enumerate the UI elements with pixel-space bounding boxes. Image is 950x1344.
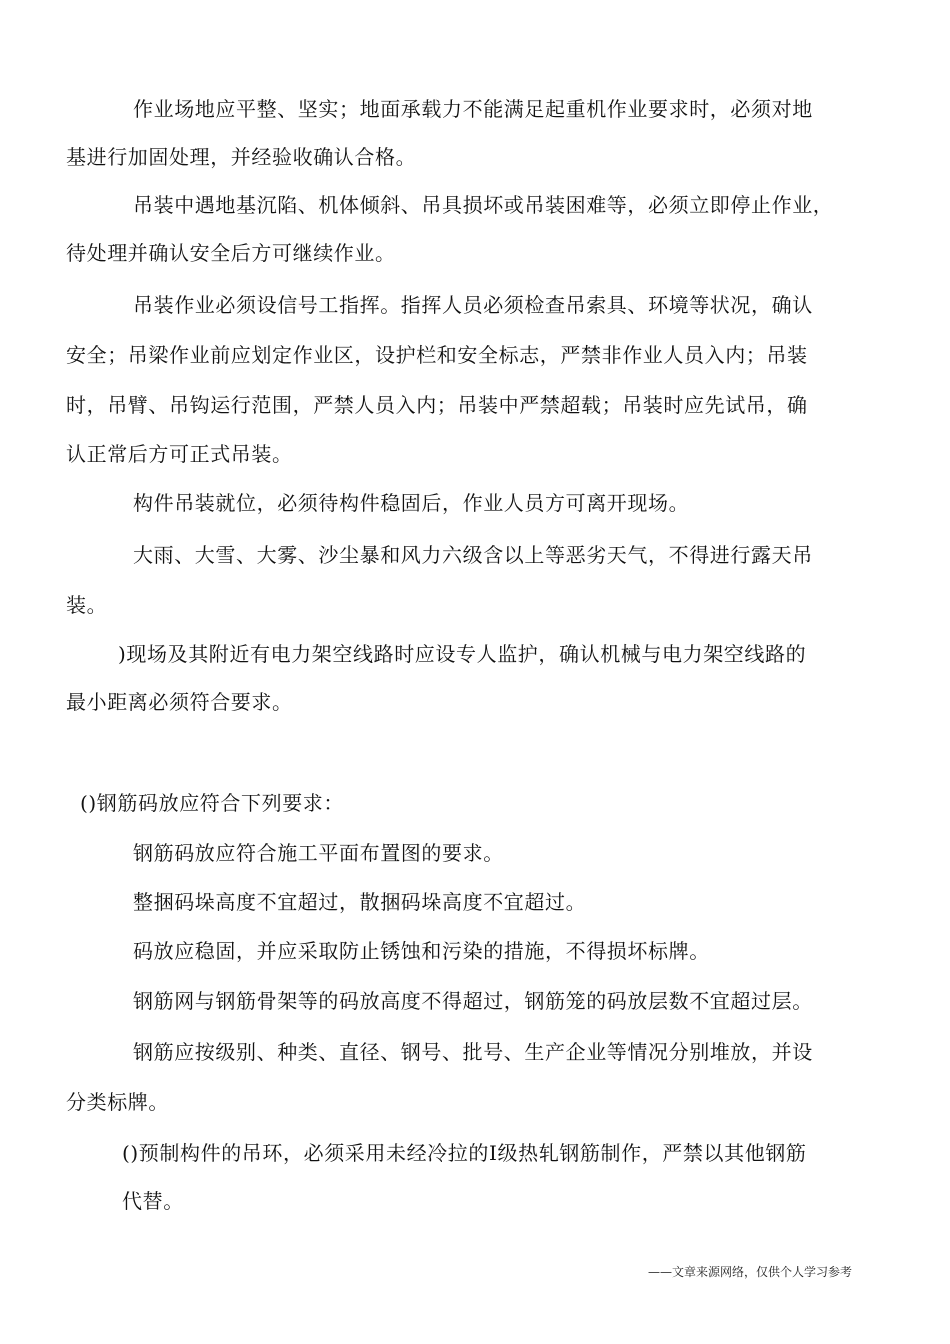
paragraph-line: 钢筋网与钢筋骨架等的码放高度不得超过，钢筋笼的码放层数不宜超过层。 xyxy=(133,989,813,1013)
paragraph-line: 基进行加固处理，并经验收确认合格。 xyxy=(66,145,417,169)
paragraph-line: 整捆码垛高度不宜超过，散捆码垛高度不宜超过。 xyxy=(133,890,587,914)
paragraph-line: 分类标牌。 xyxy=(66,1090,169,1114)
paragraph-line: 大雨、大雪、大雾、沙尘暴和风力六级含以上等恶劣天气，不得进行露天吊 xyxy=(133,543,813,567)
paragraph-line: 认正常后方可正式吊装。 xyxy=(66,442,293,466)
paragraph-line: 时，吊臂、吊钩运行范围，严禁人员入内；吊装中严禁超载；吊装时应先试吊，确 xyxy=(66,393,808,417)
paragraph-line: 钢筋应按级别、种类、直径、钢号、批号、生产企业等情况分别堆放，并设 xyxy=(133,1040,813,1064)
paragraph-line: 作业场地应平整、坚实；地面承载力不能满足起重机作业要求时，必须对地 xyxy=(133,97,813,121)
paragraph-line: 待处理并确认安全后方可继续作业。 xyxy=(66,241,396,265)
paragraph-line: )现场及其附近有电力架空线路时应设专人监护，确认机械与电力架空线路的 xyxy=(118,642,807,666)
paragraph-line: 吊装中遇地基沉陷、机体倾斜、吊具损坏或吊装困难等，必须立即停止作业， xyxy=(133,193,834,217)
paragraph-line: 钢筋码放应符合施工平面布置图的要求。 xyxy=(133,841,504,865)
paragraph-line: 吊装作业必须设信号工指挥。指挥人员必须检查吊索具、环境等状况，确认 xyxy=(133,293,813,317)
paragraph-line: 代替。 xyxy=(122,1189,184,1213)
paragraph-line: 最小距离必须符合要求。 xyxy=(66,690,293,714)
paragraph-line: 装。 xyxy=(66,593,108,617)
paragraph-line: 码放应稳固，并应采取防止锈蚀和污染的措施，不得损坏标牌。 xyxy=(133,939,710,963)
paragraph-line: ()预制构件的吊环，必须采用未经冷拉的Ⅰ级热轧钢筋制作，严禁以其他钢筋 xyxy=(122,1141,807,1165)
paragraph-line: 安全；吊梁作业前应划定作业区，设护栏和安全标志，严禁非作业人员入内；吊装 xyxy=(66,343,808,367)
paragraph-line: 构件吊装就位，必须待构件稳固后，作业人员方可离开现场。 xyxy=(133,491,690,515)
footer-note: ——文章来源网络，仅供个人学习参考 xyxy=(648,1265,853,1279)
section-heading: ()钢筋码放应符合下列要求： xyxy=(80,791,345,815)
